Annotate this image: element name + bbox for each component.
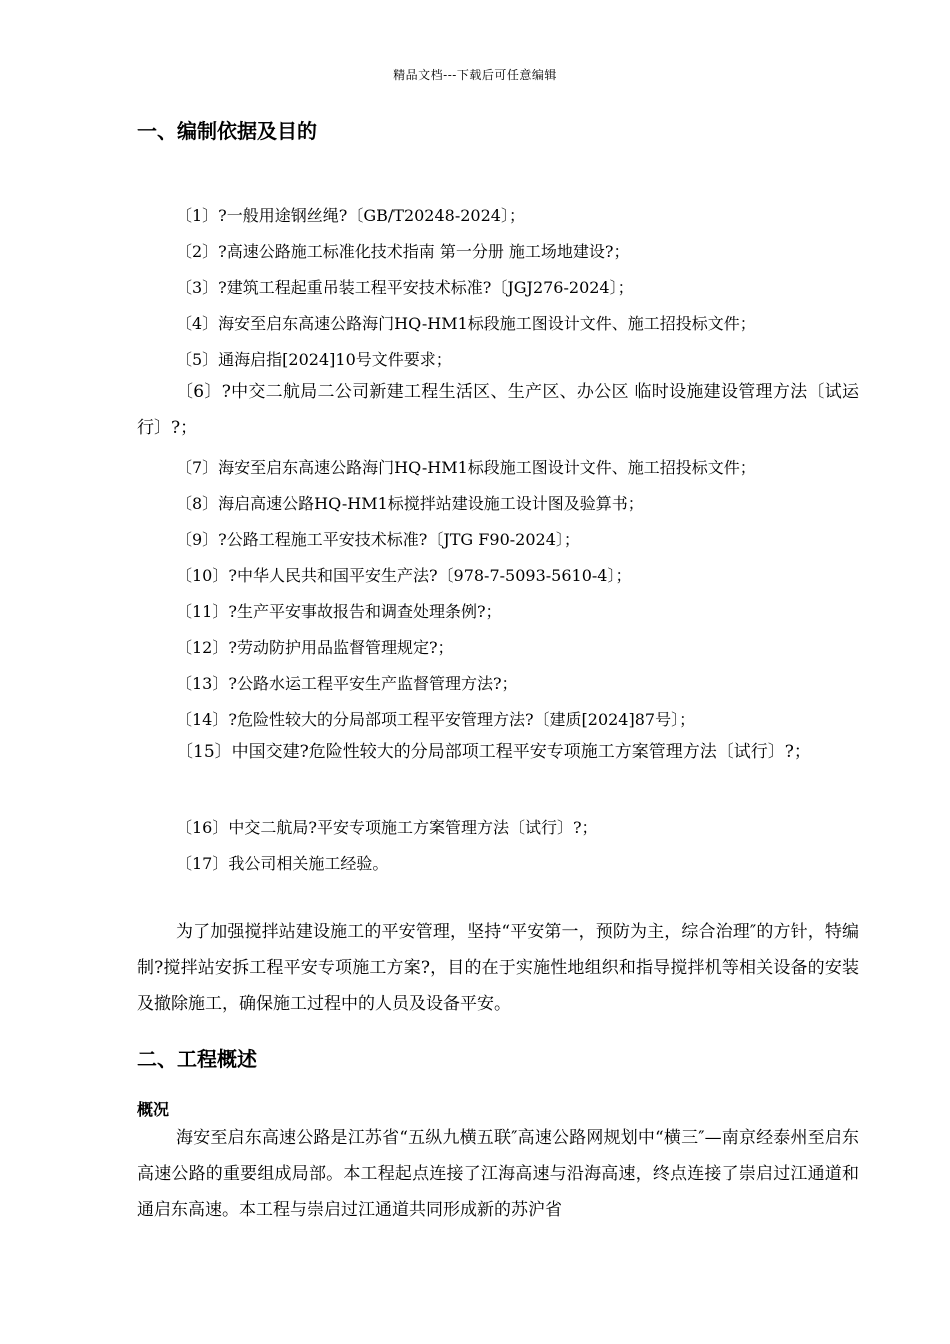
reference-item: 〔3〕?建筑工程起重吊装工程平安技术标准?〔JGJ276-2024〕；	[176, 278, 634, 297]
page-header: 精品文档---下载后可任意编辑	[393, 68, 557, 82]
reference-item: 〔5〕通海启指[2024]10号文件要求；	[176, 350, 452, 369]
reference-item: 〔10〕?中华人民共和国平安生产法?〔978-7-5093-5610-4〕；	[176, 566, 632, 585]
purpose-paragraph: 为了加强搅拌站建设施工的平安管理，坚持“平安第一，预防为主，综合治理″的方针，特编制?搅拌站安拆工程平安专项施工方案?，目的在于实施性地组织和指导搅拌机等相关设备的安装及撤除施工，确保施工过程中的人员及设备平安。	[137, 922, 859, 1014]
reference-item: 〔11〕?生产平安事故报告和调查处理条例?；	[176, 602, 502, 621]
reference-item: 〔17〕我公司相关施工经验。	[176, 854, 389, 873]
reference-item: 〔4〕海安至启东高速公路海门HQ-HM1标段施工图设计文件、施工招投标文件；	[176, 314, 756, 333]
reference-item: 〔2〕?高速公路施工标准化技术指南 第一分册 施工场地建设?；	[176, 242, 630, 261]
overview-paragraph: 海安至启东高速公路是江苏省“五纵九横五联″高速公路网规划中“横三″—南京经泰州至启东高速公路的重要组成局部。本工程起点连接了江海高速与沿海高速，终点连接了崇启过江通道和通启东高速。本工程与崇启过江通道共同形成新的苏沪省	[137, 1128, 859, 1220]
reference-item: 〔9〕?公路工程施工平安技术标准?〔JTG F90-2024〕；	[176, 530, 580, 549]
reference-item: 〔15〕中国交建?危险性较大的分局部项工程平安专项施工方案管理方法〔试行〕?；	[176, 742, 811, 762]
section1-title: 一、编制依据及目的	[137, 119, 317, 143]
reference-item: 〔1〕?一般用途钢丝绳?〔GB/T20248-2024〕；	[176, 206, 525, 225]
reference-item: 〔8〕海启高速公路HQ-HM1标搅拌站建设施工设计图及验算书；	[176, 494, 644, 513]
reference-item: 〔16〕中交二航局?平安专项施工方案管理方法〔试行〕?；	[176, 818, 598, 837]
overview-subtitle: 概况	[137, 1100, 170, 1119]
reference-item: 〔14〕?危险性较大的分局部项工程平安管理方法?〔建质[2024]87号〕；	[176, 710, 696, 729]
reference-item: 〔13〕?公路水运工程平安生产监督管理方法?；	[176, 674, 518, 693]
section2-title: 二、工程概述	[137, 1047, 257, 1071]
reference-item: 〔7〕海安至启东高速公路海门HQ-HM1标段施工图设计文件、施工招投标文件；	[176, 458, 756, 477]
reference-item: 〔12〕?劳动防护用品监督管理规定?；	[176, 638, 454, 657]
reference-item: 〔6〕?中交二航局二公司新建工程生活区、生产区、办公区 临时设施建设管理方法〔试运行〕?；	[137, 382, 859, 438]
